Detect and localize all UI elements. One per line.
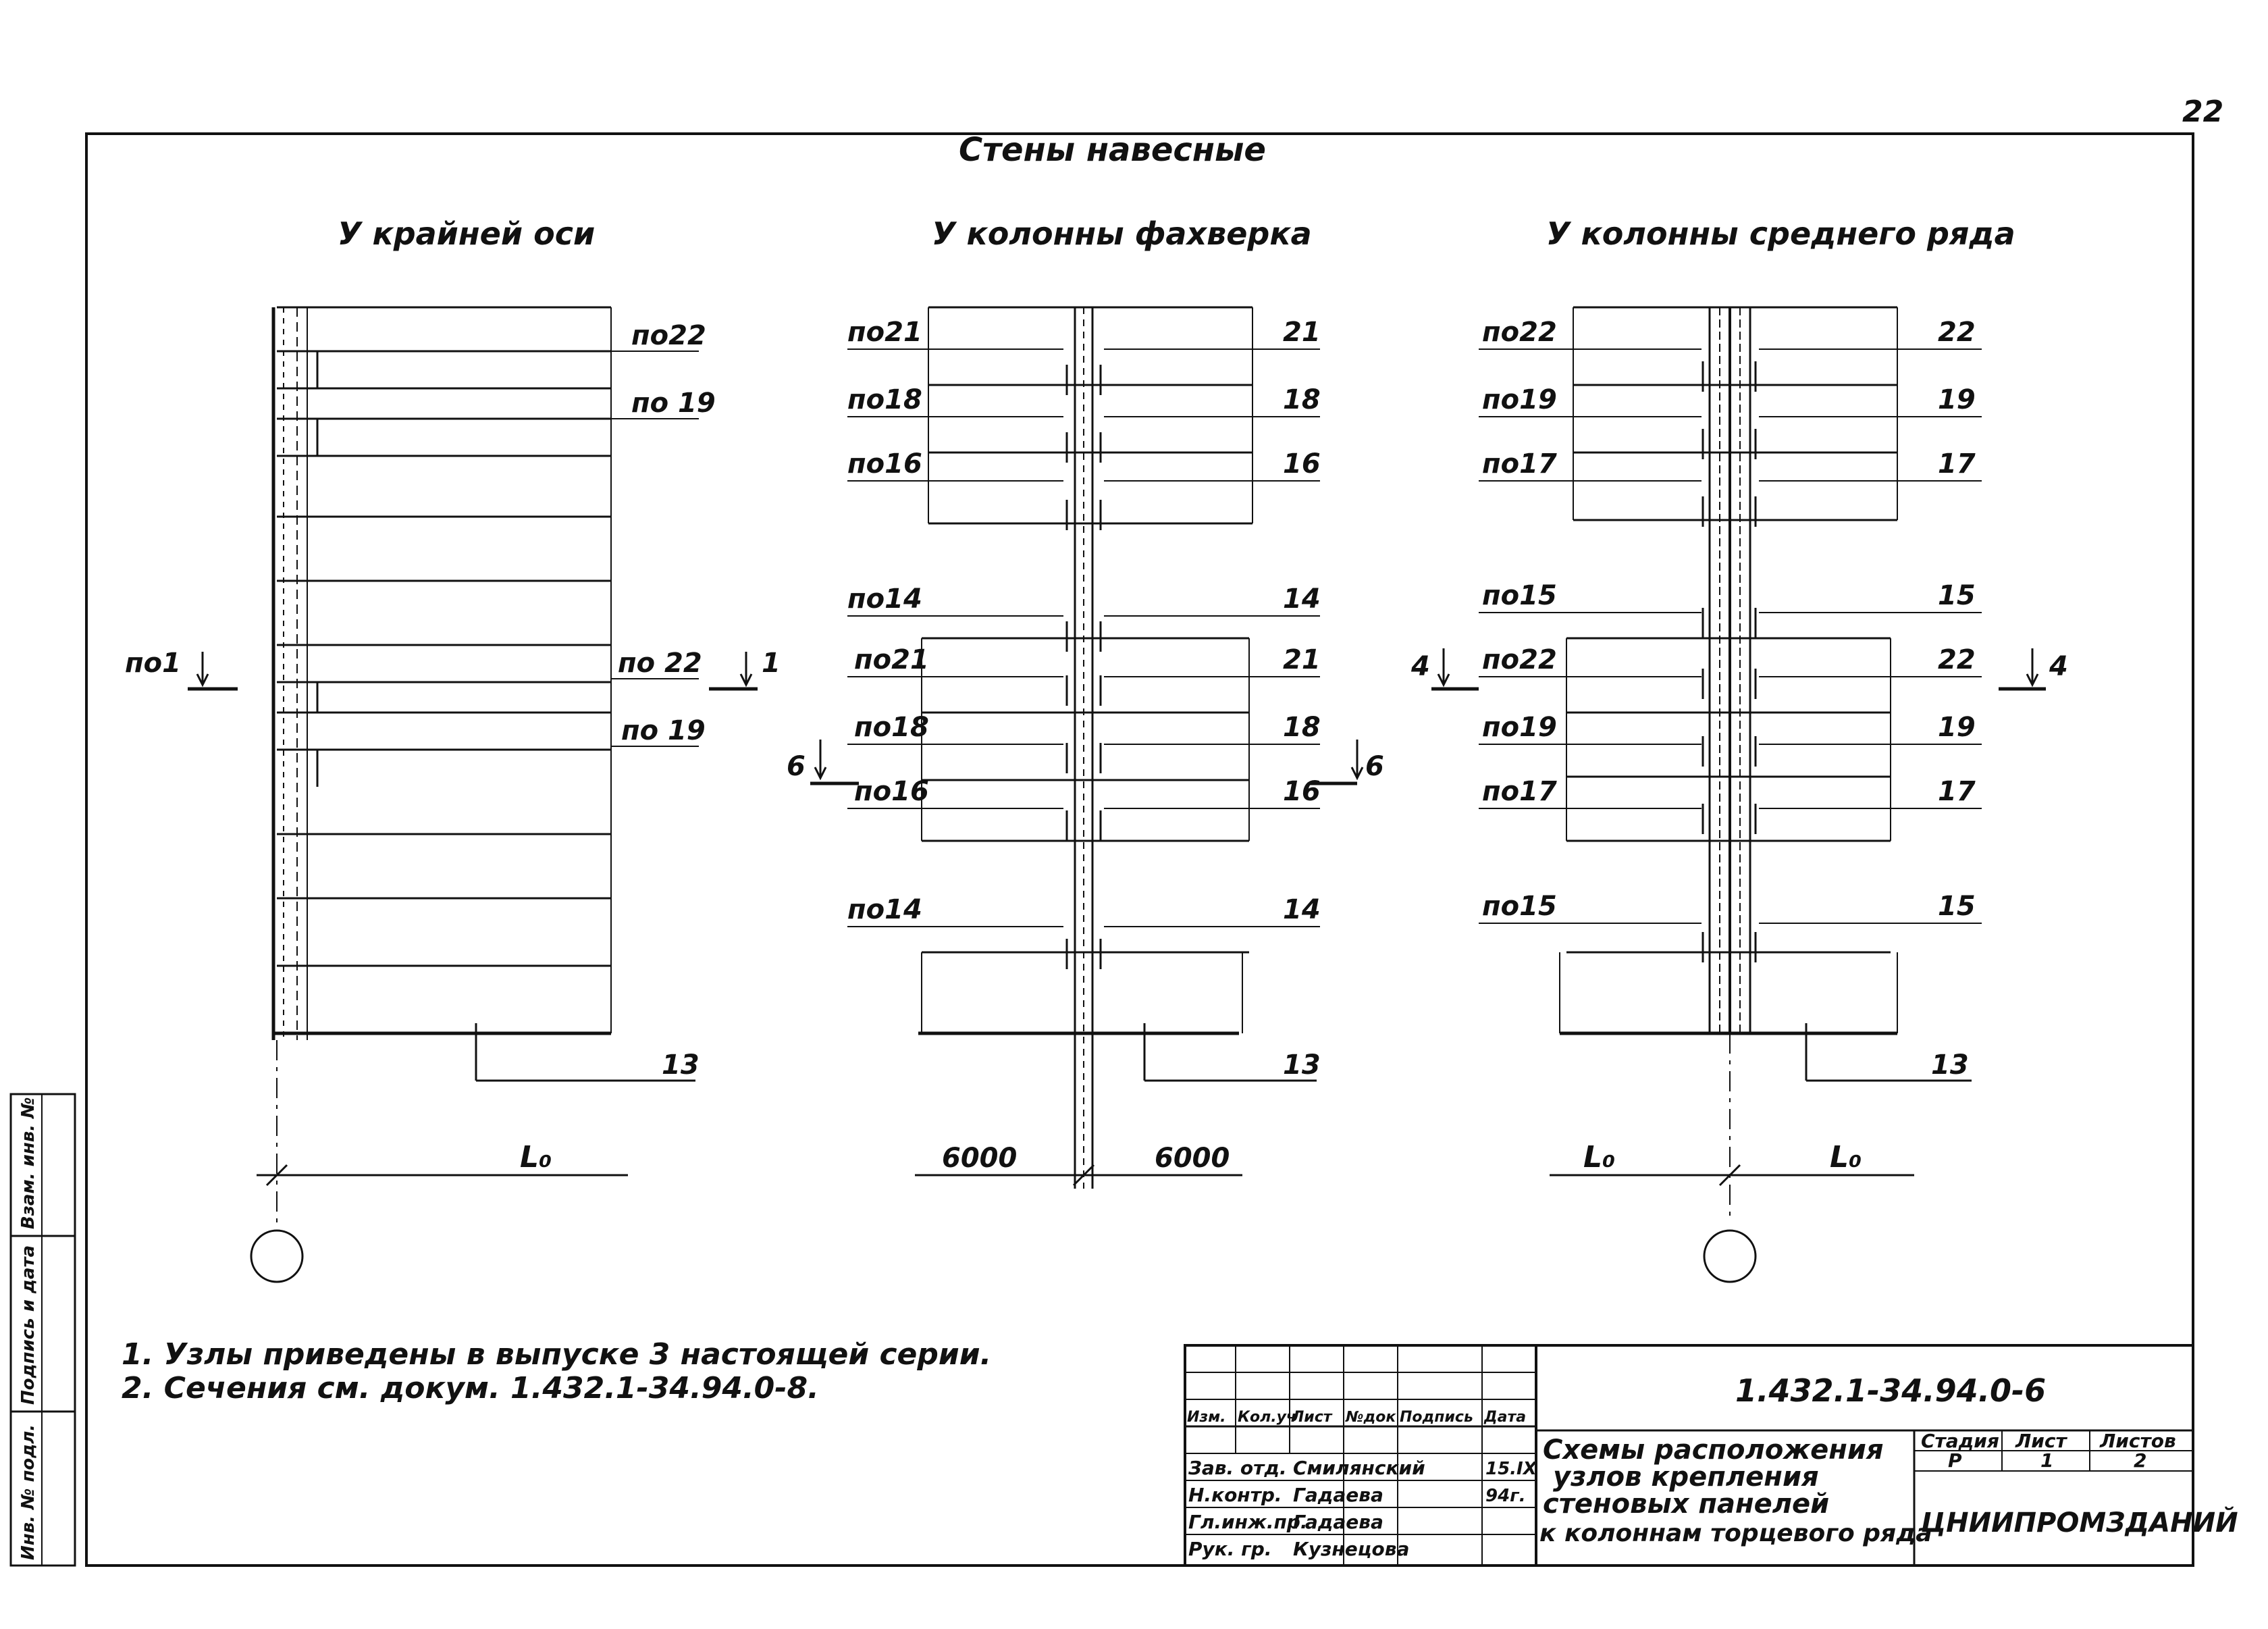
view-edge-axis (188, 307, 758, 1282)
v3-bottom-label: 13 (1931, 1050, 1969, 1081)
side-stamp (11, 1094, 75, 1566)
v3-left-label: по15 (1482, 580, 1557, 611)
v3-section-mark-left: 4 (1411, 651, 1430, 682)
v2-left-label: по16 (847, 448, 922, 480)
v3-right-label: 17 (1938, 776, 1976, 807)
axis-bubble (251, 1231, 302, 1282)
v3-left-label: по15 (1482, 891, 1557, 922)
v1-label-mid-1: по 22 (618, 648, 702, 679)
note-2: 2. Сечения см. докум. 1.432.1-34.94.0-8. (122, 1371, 819, 1405)
v2-left-label: по18 (847, 384, 922, 415)
v3-left-label: по19 (1482, 384, 1557, 415)
axis-bubble-middle (1704, 1231, 1756, 1282)
sheet-value: 1 (2040, 1449, 2054, 1472)
v1-label-bottom: 13 (662, 1050, 700, 1081)
v2-right-label: 16 (1283, 776, 1321, 807)
stamp-sign: Подпись и дата (18, 1245, 38, 1405)
note-1: 1. Узлы приведены в выпуске 3 настоящей серии. (122, 1337, 992, 1372)
view-frame-column (810, 307, 1363, 1189)
v3-section-mark-right: 4 (2049, 651, 2068, 682)
v1-label-top-2: по 19 (631, 388, 716, 419)
v3-right-label: 22 (1938, 644, 1976, 675)
v2-left-label: по21 (854, 644, 929, 675)
v3-right-label: 17 (1938, 448, 1976, 480)
sheets-value: 2 (2134, 1449, 2147, 1472)
stamp-inv: Инв. № подл. (18, 1424, 38, 1560)
v2-bottom-label: 13 (1283, 1050, 1321, 1081)
signatory-date: 15.IX (1485, 1459, 1537, 1479)
sheets-header: Листов (2100, 1430, 2176, 1452)
tb-column-header: Кол.уч (1238, 1409, 1297, 1426)
v2-left-label: по16 (854, 776, 929, 807)
v2-section-mark-left: 6 (787, 751, 806, 782)
signatory-name: Кузнецова (1293, 1538, 1410, 1560)
v1-label-top-1: по22 (631, 320, 706, 351)
v3-right-label: 19 (1938, 712, 1976, 743)
tb-column-header: Изм. (1187, 1409, 1226, 1426)
document-code: 1.432.1-34.94.0-6 (1735, 1372, 2047, 1409)
stamp-replace: Взам. инв. № (18, 1097, 38, 1229)
v3-left-label: по17 (1482, 448, 1557, 480)
v2-left-label: по18 (854, 712, 929, 743)
v1-label-mid-2: по 19 (621, 715, 706, 746)
v2-dimension-left: 6000 (942, 1143, 1018, 1174)
v3-left-label: по22 (1482, 644, 1557, 675)
stage-header: Стадия (1921, 1430, 1999, 1452)
sheet-header: Лист (2015, 1430, 2067, 1452)
v1-dimension: L₀ (520, 1140, 552, 1174)
v2-right-label: 18 (1283, 712, 1321, 743)
v2-left-label: по14 (847, 894, 922, 925)
view-title-middle-column: У колонны среднего ряда (1546, 215, 2015, 252)
v2-right-label: 14 (1283, 584, 1321, 615)
v1-section-label: по1 (125, 648, 181, 679)
signatory-role: Рук. гр. (1188, 1538, 1272, 1560)
v2-dimension-right: 6000 (1155, 1143, 1230, 1174)
signatory-name: Гадаева (1293, 1511, 1383, 1533)
tb-column-header: Дата (1484, 1409, 1527, 1426)
drawing-title-line-1: Схемы расположения (1543, 1434, 1884, 1466)
signatory-role: Зав. отд. (1188, 1457, 1287, 1479)
v3-left-label: по19 (1482, 712, 1557, 743)
signatory-role: Гл.инж.пр. (1188, 1511, 1308, 1533)
v3-dimension-right: L₀ (1830, 1140, 1862, 1174)
signatory-name: Гадаева (1293, 1484, 1383, 1506)
tb-column-header: Лист (1292, 1409, 1332, 1426)
v1-section-mark: 1 (762, 648, 781, 679)
v2-section-mark-right: 6 (1365, 751, 1384, 782)
v2-left-label: по14 (847, 584, 922, 615)
signatory-date: 94г. (1485, 1486, 1526, 1506)
stage-value: Р (1948, 1449, 1962, 1472)
drawing-heading: Стены навесные (959, 131, 1266, 169)
v3-left-label: по17 (1482, 776, 1557, 807)
sheet-number: 22 (2182, 95, 2224, 129)
v2-right-label: 16 (1283, 448, 1321, 480)
view-title-frame-column: У колонны фахверка (932, 215, 1312, 252)
v3-right-label: 15 (1938, 580, 1976, 611)
tb-column-header: Подпись (1400, 1409, 1473, 1426)
v2-left-label: по21 (847, 317, 922, 348)
drawing-title-line-3: стеновых панелей (1543, 1489, 1830, 1520)
view-title-edge-axis: У крайней оси (338, 215, 596, 252)
organization: ЦНИИПРОМЗДАНИЙ (1921, 1507, 2238, 1538)
v3-right-label: 15 (1938, 891, 1976, 922)
v3-right-label: 19 (1938, 384, 1976, 415)
v3-left-label: по22 (1482, 317, 1557, 348)
v2-right-label: 14 (1283, 894, 1321, 925)
v2-right-label: 18 (1283, 384, 1321, 415)
signatory-name: Смилянский (1293, 1457, 1425, 1479)
signatory-role: Н.контр. (1188, 1484, 1282, 1506)
v2-right-label: 21 (1283, 317, 1321, 348)
v2-right-label: 21 (1283, 644, 1321, 675)
v3-right-label: 22 (1938, 317, 1976, 348)
drawing-title-line-2: узлов крепления (1553, 1462, 1819, 1493)
tb-column-header: №док (1346, 1409, 1396, 1426)
drawing-title-line-4: к колоннам торцевого ряда (1539, 1520, 1932, 1547)
v3-dimension-left: L₀ (1583, 1140, 1616, 1174)
